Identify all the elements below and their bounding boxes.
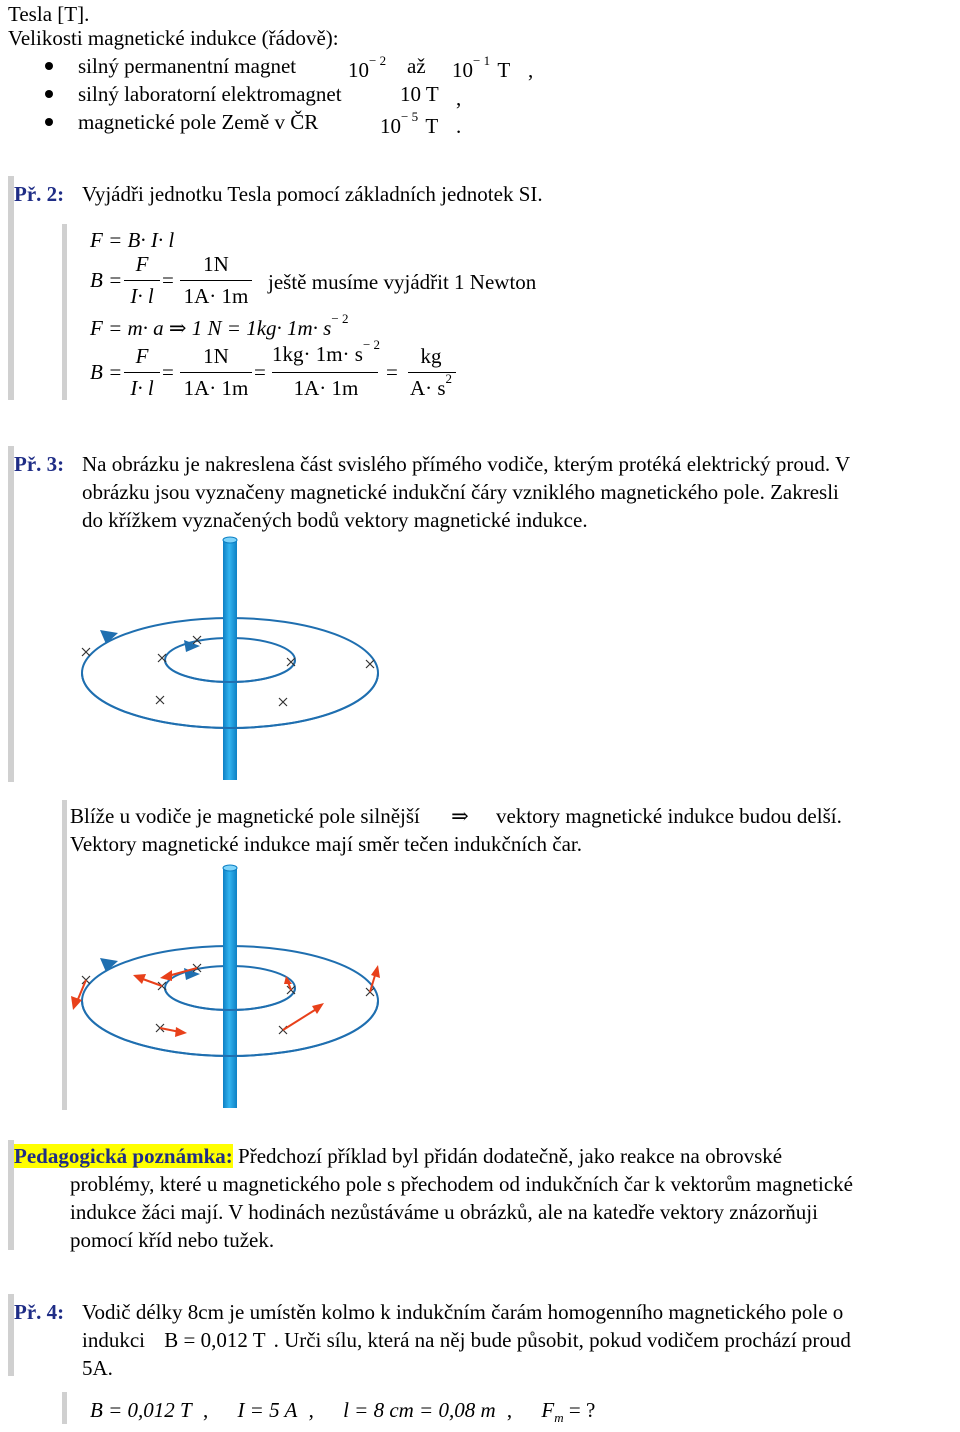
field-figure-2 [70,858,390,1118]
margin-bar [8,446,14,782]
note-line: problémy, které u magnetického pole s přechodem od indukčních čar k vektorům magnetické [70,1172,853,1196]
magnitude-value: $10^{- 2}$ [348,53,387,82]
list-punct: , [528,58,534,82]
fraction-denominator: I· l [130,376,154,400]
fraction-numerator: 1N [203,344,229,368]
example-text: obrázku jsou vyznačeny magnetické indukční čáry vzniklého magnetického pole. Zakresli [82,480,839,504]
note-line: pomocí kříd nebo tužek. [70,1228,275,1252]
bullet-1 [45,62,53,70]
answer-text: Blíže u vodiče je magnetické pole silnější ⇒ vektory magnetické indukce budou delší. [70,804,842,828]
fraction-denominator: I· l [130,284,154,308]
given-values: B = 0,012 T , I = 5 A , l = 8 cm = 0,08 m , $F_m$ = ? [90,1398,596,1426]
note-line: Pedagogická poznámka: Předchozí příklad byl přidán dodatečně, jako reakce na obrovské [14,1144,783,1168]
list-punct: , [456,86,462,110]
fraction-line [124,372,160,373]
formula-note: ještě musíme vyjádřit 1 Newton [268,270,537,294]
example-text: Na obrázku je nakreslena část svislého přímého vodiče, kterým protéká elektrický proud. V [82,452,851,476]
formula-line: F = m· a ⇒ 1 $N = 1kg\cdot 1m\cdot s^{- 2}$ [90,311,349,340]
list-item-label: silný laboratorní elektromagnet [78,82,342,106]
math-bar [62,1392,67,1424]
bullet-3 [45,118,53,126]
fraction-line [180,280,252,281]
example-text: 5A. [82,1356,113,1380]
fraction-numerator: F [135,252,149,276]
fraction-line [272,372,378,373]
unit-line: Tesla [T]. [8,2,90,26]
fraction-line [124,280,160,281]
magnitude-value: 10 T [400,82,439,106]
conductor-wire [223,540,237,780]
formula-line: F = B· I· l [90,228,175,252]
margin-bar [8,176,14,400]
formula-lhs: B = [90,268,123,292]
equals-sign: = [254,360,266,384]
range-separator: až [407,54,426,78]
example-text: Vyjádři jednotku Tesla pomocí základních jednotek SI. [82,182,543,206]
bullet-2 [45,90,53,98]
fraction-numerator: $1kg\cdot 1m\cdot s^{- 2}$ [271,337,381,366]
equals-sign: = [386,360,398,384]
wire-top [223,865,237,871]
list-item-label: silný permanentní magnet [78,54,297,78]
margin-bar [62,800,67,1110]
example-text: do křížkem vyznačených bodů vektory magnetické indukce. [82,508,588,532]
example-label: Př. 2: [14,182,65,206]
list-item-label: magnetické pole Země v ČR [78,110,319,134]
list-punct: . [456,114,462,138]
magnitudes-heading: Velikosti magnetické indukce (řádově): [8,26,339,50]
equals-sign: = [162,360,174,384]
note-line: indukce žáci mají. V hodinách nezůstáváme u obrázků, ale na katedře vektory znázorňuji [70,1200,818,1224]
equals-sign: = [162,268,174,292]
example-label: Př. 3: [14,452,65,476]
fraction-denominator: 1A· 1m [293,376,359,400]
fraction-numerator: F [135,344,149,368]
example-label: Př. 4: [14,1300,65,1324]
fraction-denominator: 1A· 1m [183,284,249,308]
fraction-numerator: kg [420,344,442,368]
example-text: indukci B = 0,012 T . Urči sílu, která na něj bude působit, pokud vodičem prochází proud [82,1328,851,1352]
wire-top [223,537,237,543]
answer-text: Vektory magnetické indukce mají směr tečen indukčních čar. [70,832,582,856]
math-bar [62,224,67,400]
implies-arrow: ⇒ [451,804,469,828]
field-figure-1 [70,530,390,790]
conductor-wire [223,868,237,1108]
magnitude-value: $10^{- 1}$ T [452,53,511,82]
fraction-line [180,372,252,373]
fraction-denominator: 1A· 1m [183,376,249,400]
magnitude-value: $10^{- 5}$ T [380,109,439,138]
fraction-numerator: 1N [203,252,229,276]
example-text: Vodič délky 8cm je umístěn kolmo k indukčním čarám homogenního magnetického pole o [82,1300,844,1324]
fraction-denominator: $A\cdot s^2$ [409,371,453,400]
formula-lhs: B = [90,360,123,384]
note-label: Pedagogická poznámka: [14,1144,233,1168]
